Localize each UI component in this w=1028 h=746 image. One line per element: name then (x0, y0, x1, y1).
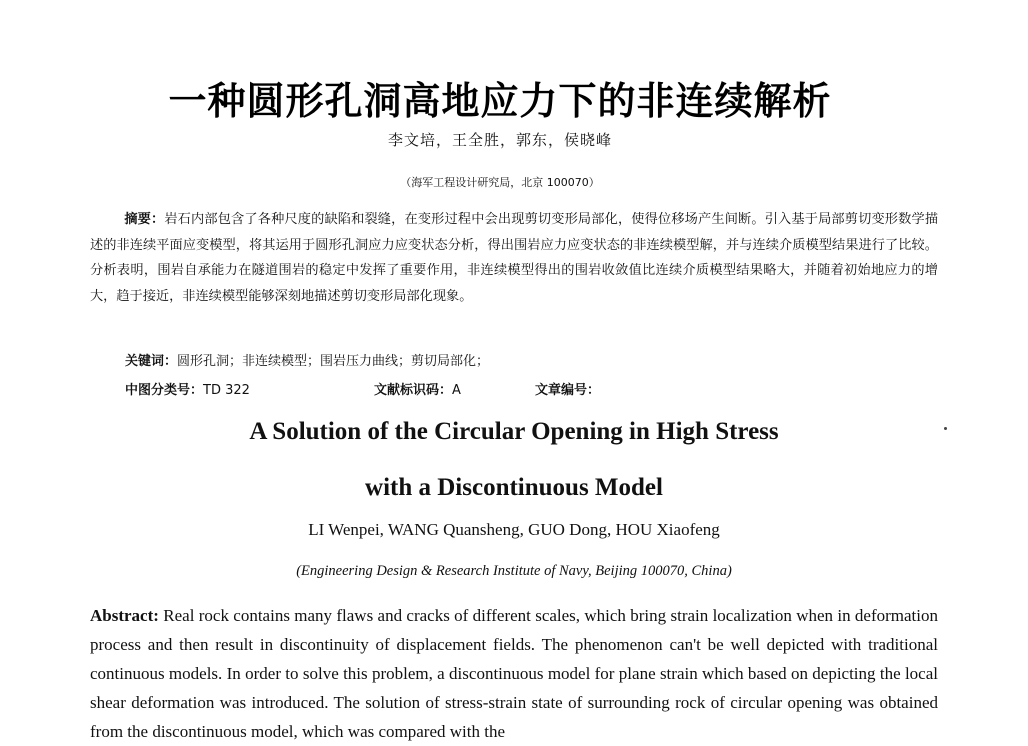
english-title-line-1: A Solution of the Circular Opening in High Stress (249, 418, 779, 445)
english-authors: LI Wenpei, WANG Quansheng, GUO Dong, HOU Xiaofeng (308, 520, 720, 539)
doc-code-value: A (452, 383, 461, 398)
article-no-label: 文章编号： (535, 383, 601, 398)
chinese-authors: 李文培，王全胜，郭东，侯晓峰 (387, 131, 612, 149)
english-abstract-text: Real rock contains many flaws and cracks of different scales, which bring strain localization when in deformation process and then result in discontinuity of displacement fields. The phenomenon can't be well depicted with traditional continuous models. In order to solve this problem, a discontinuous model for plane strain which based on depicting the local shear deformation was introduced. The solution of stress-strain state of surrounding rock of circular opening was obtained from the discontinuous model, which was compared with the (90, 606, 939, 741)
english-abstract-label: Abstract: (90, 606, 159, 625)
chinese-keywords-text: 圆形孔洞；非连续模型；围岩压力曲线；剪切局部化； (177, 354, 490, 369)
doc-code-label: 文献标识码： (374, 383, 453, 398)
english-title-line-2: with a Discontinuous Model (365, 474, 663, 501)
clc-label: 中图分类号： (125, 383, 204, 398)
chinese-abstract-text: 岩石内部包含了各种尺度的缺陷和裂缝，在变形过程中会出现剪切变形局部化，使得位移场产生间断。引入基于局部剪切变形数学描述的非连续平面应变模型，将其运用于圆形孔洞应力应变状态分析，得出围岩应力应变状态的非连续模型解，并与连续介质模型结果进行了比较。分析表明，围岩自承能力在隧道围岩的稳定中发挥了重要作用，非连续模型得出的围岩收敛值比连续介质模型结果略大，并随着初始地应力的增大，趋于接近，非连续模型能够深刻地描述剪切变形局部化现象。 (90, 212, 939, 304)
chinese-title: 一种圆形孔洞高地应力下的非连续解析 (168, 79, 832, 123)
english-affiliation: (Engineering Design & Research Institute of Navy, Beijing 100070, China) (296, 563, 732, 579)
chinese-abstract (90, 207, 938, 309)
english-abstract (90, 601, 938, 746)
clc-value: TD 322 (203, 383, 250, 398)
scan-speck (944, 427, 947, 430)
chinese-abstract-label: 摘要： (124, 212, 165, 227)
article-number (535, 380, 600, 402)
chinese-keywords (125, 351, 925, 373)
chinese-affiliation: （海军工程设计研究局，北京 100070） (400, 176, 600, 189)
clc-number (125, 380, 250, 402)
document-code (374, 380, 461, 402)
chinese-keywords-label: 关键词： (125, 354, 178, 369)
